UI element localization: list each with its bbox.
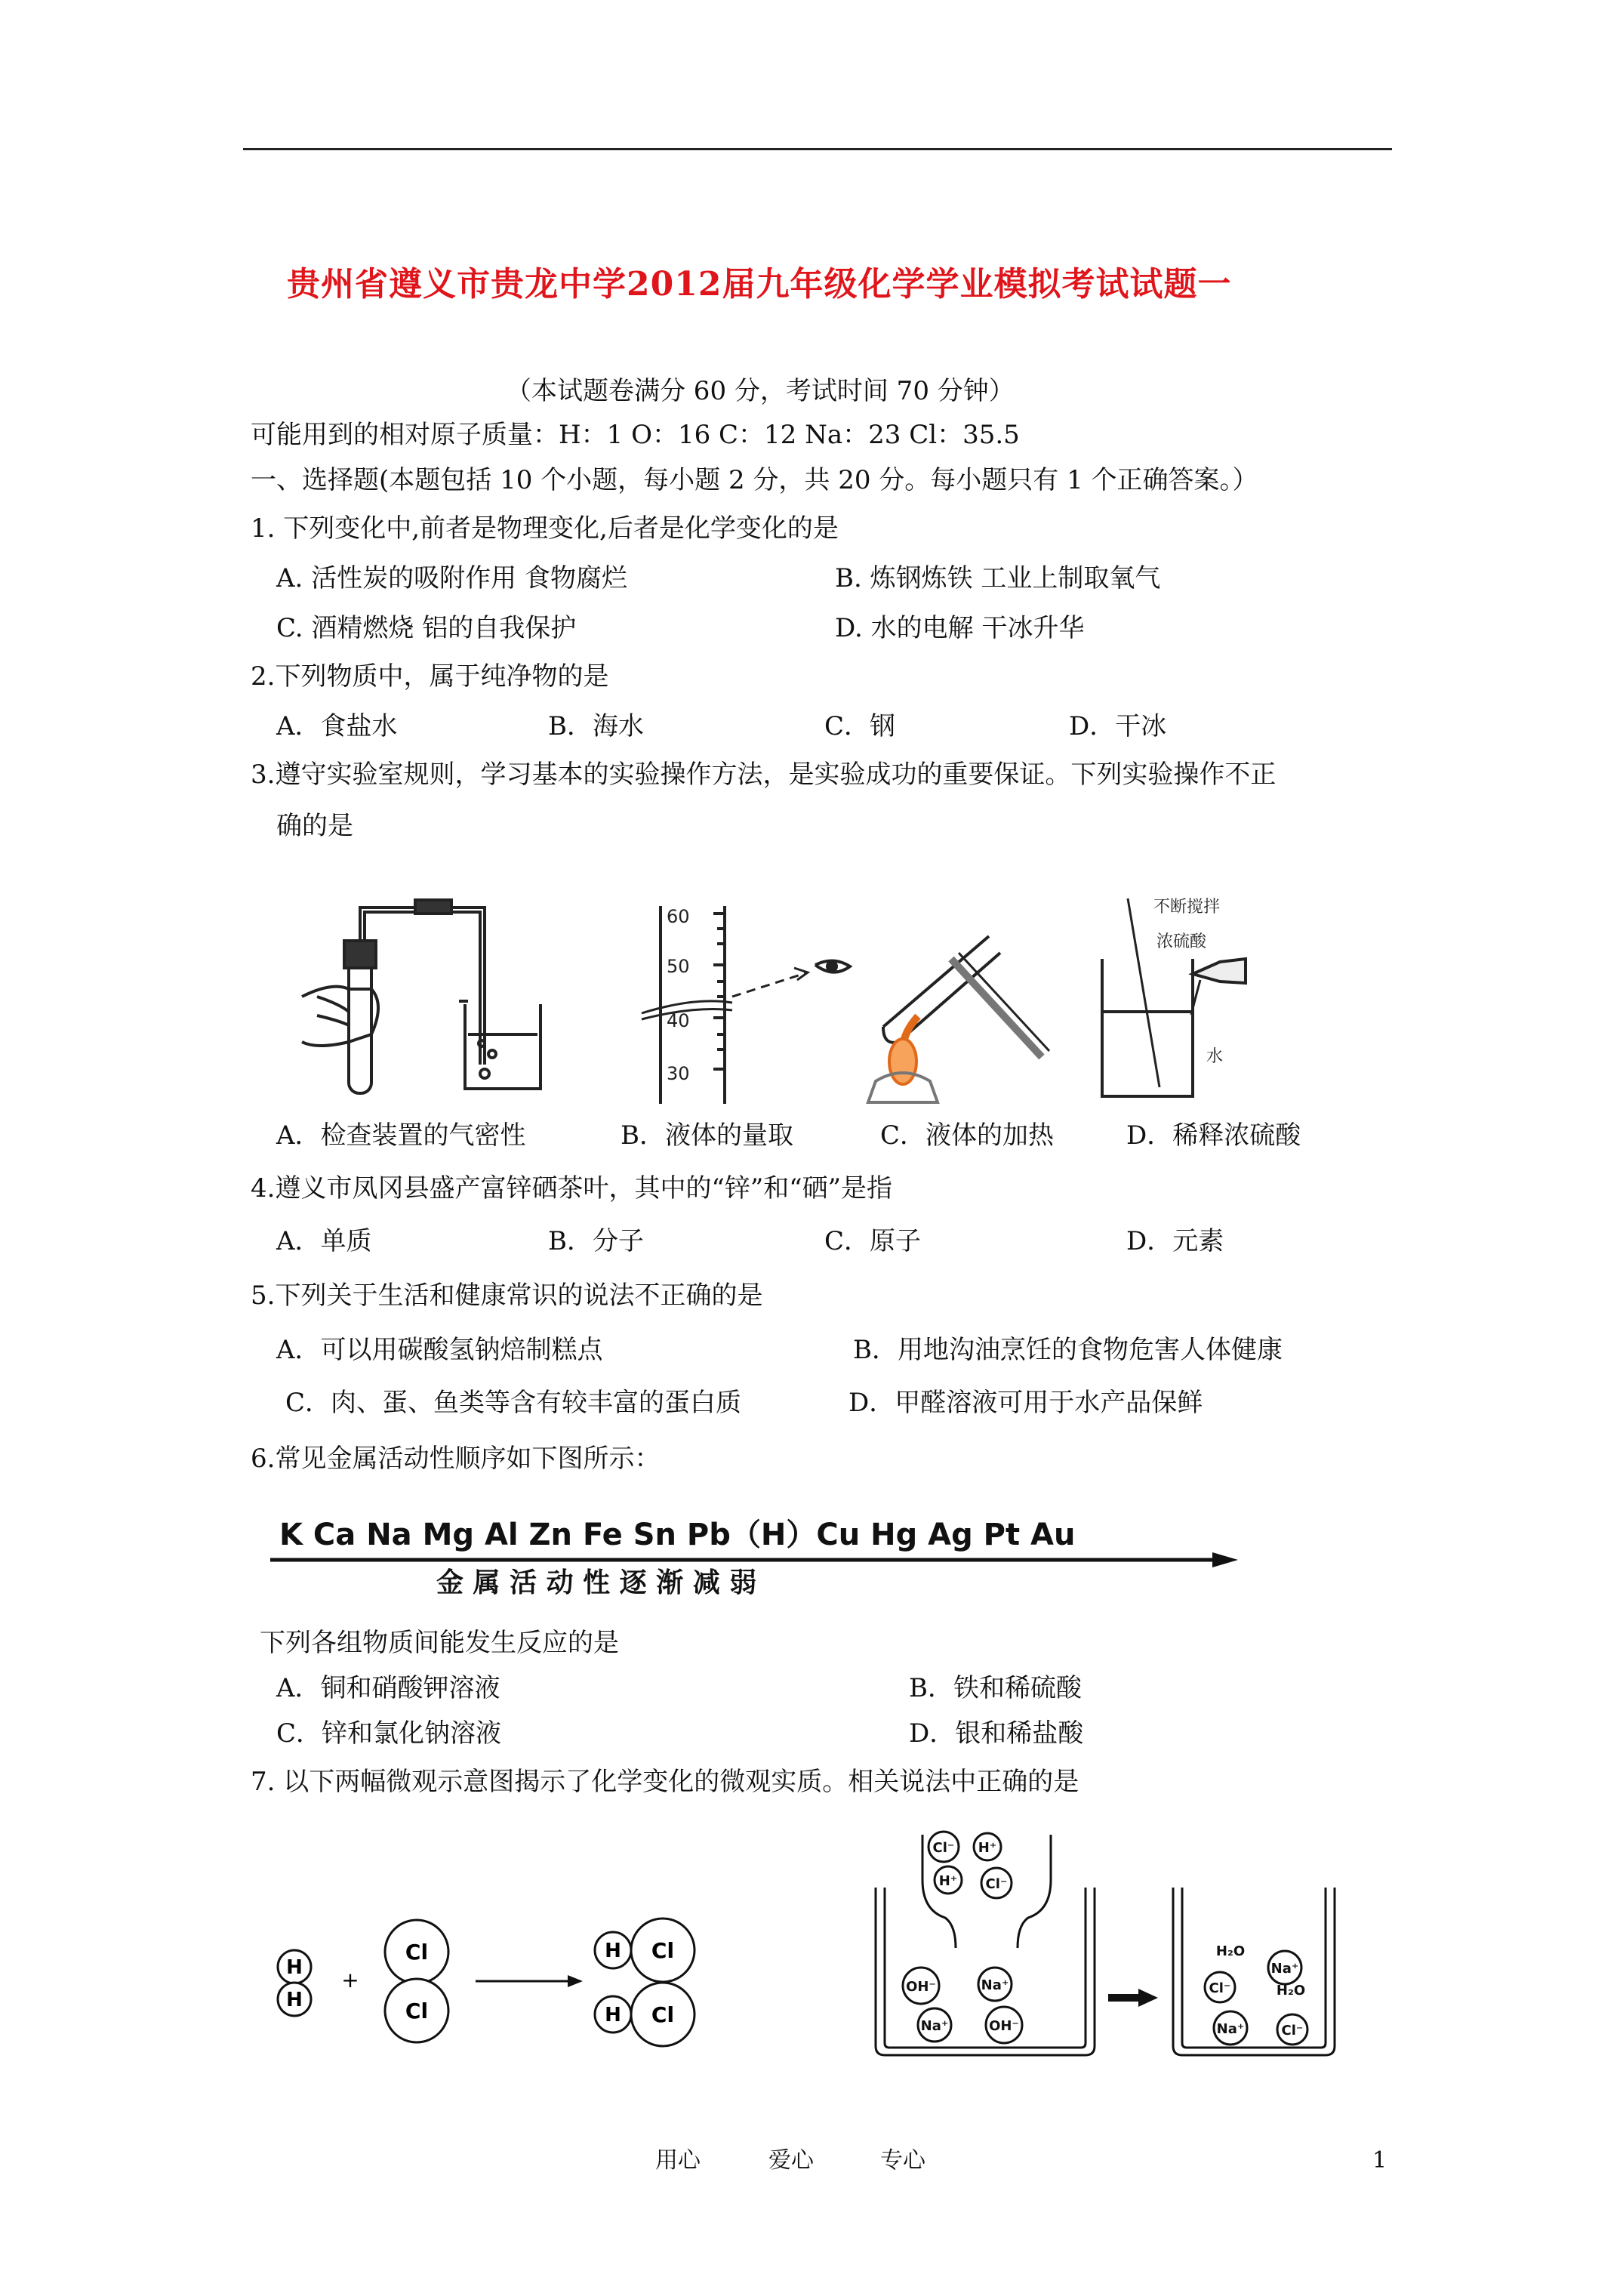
svg-text:Cl: Cl xyxy=(405,1999,429,2023)
svg-text:H: H xyxy=(286,1989,303,2011)
ion-na: Na⁺ xyxy=(1270,1961,1299,1977)
atomic-mass-line: 可能用到的相对原子质量：H：1 O：16 C：12 Na：23 Cl：35.5 xyxy=(251,420,1020,450)
water-label: 水 xyxy=(1206,1047,1224,1066)
q5-stem: 5.下列关于生活和健康常识的说法不正确的是 xyxy=(251,1281,763,1311)
cylinder-mark-60: 60 xyxy=(667,906,690,927)
q6-option-b: B．铁和稀硫酸 xyxy=(909,1673,1082,1703)
q3-stem-line1: 3.遵守实验室规则，学习基本的实验操作方法，是实验成功的重要保证。下列实验操作不正 xyxy=(251,760,1277,790)
q4-option-c: C．原子 xyxy=(824,1226,922,1256)
q5-option-a: A．可以用碳酸氢钠焙制糕点 xyxy=(276,1335,603,1365)
ion-cl: Cl⁻ xyxy=(985,1876,1008,1892)
svg-text:H: H xyxy=(605,1940,621,1962)
ion-cl: Cl⁻ xyxy=(1281,2023,1304,2039)
q3-stem-line2: 确的是 xyxy=(276,811,353,841)
airtightness-check-figure xyxy=(302,900,540,1093)
ion-circles xyxy=(903,1832,1307,2045)
page-number: 1 xyxy=(1372,2147,1387,2174)
footer-motto-2: 爱心 xyxy=(768,2147,814,2174)
q4-option-b: B．分子 xyxy=(548,1226,644,1256)
cylinder-mark-30: 30 xyxy=(667,1063,690,1084)
q4-option-a: A．单质 xyxy=(276,1226,372,1256)
metal-series-text: K Ca Na Mg Al Zn Fe Sn Pb（H）Cu Hg Ag Pt Au xyxy=(279,1518,1076,1552)
stir-label: 不断搅拌 xyxy=(1153,898,1221,917)
q2-stem: 2.下列物质中，属于纯净物的是 xyxy=(251,661,609,692)
q6-stem2: 下列各组物质间能发生反应的是 xyxy=(260,1628,619,1658)
acid-label: 浓硫酸 xyxy=(1156,932,1207,951)
q2-option-d: D．干冰 xyxy=(1069,711,1167,741)
ion-cl: Cl⁻ xyxy=(932,1840,955,1856)
q1-stem: 1. 下列变化中,前者是物理变化,后者是化学变化的是 xyxy=(251,513,839,544)
q2-option-a: A．食盐水 xyxy=(276,711,398,741)
q1-option-d: D. 水的电解 干冰升华 xyxy=(835,613,1085,643)
q2-option-b: B．海水 xyxy=(548,711,644,741)
ion-cl: Cl⁻ xyxy=(1209,1980,1231,1996)
dilute-acid-figure xyxy=(1102,898,1246,1096)
ion-h: H⁺ xyxy=(938,1873,958,1889)
q4-option-d: D．元素 xyxy=(1126,1226,1224,1256)
water-molecule-label: H₂O xyxy=(1276,1983,1306,1999)
q4-stem: 4.遵义市凤冈县盛产富锌硒茶叶，其中的“锌”和“硒”是指 xyxy=(251,1173,892,1203)
page-title: 贵州省遵义市贵龙中学2012届九年级化学学业模拟考试试题一 xyxy=(287,265,1232,304)
svg-text:Cl: Cl xyxy=(651,2002,675,2027)
activity-arrow-label: 金 属 活 动 性 逐 渐 减 弱 xyxy=(436,1567,757,1598)
footer-motto-3: 专心 xyxy=(880,2147,925,2174)
q7-stem: 7. 以下两幅微观示意图揭示了化学变化的微观实质。相关说法中正确的是 xyxy=(251,1767,1079,1797)
q6-option-c: C．锌和氯化钠溶液 xyxy=(276,1718,502,1749)
heating-liquid-figure xyxy=(868,936,1049,1102)
ion-oh: OH⁻ xyxy=(989,2018,1019,2034)
svg-text:Cl: Cl xyxy=(405,1940,429,1965)
q5-option-c: C．肉、蛋、鱼类等含有较丰富的蛋白质 xyxy=(285,1388,742,1418)
footer-motto-1: 用心 xyxy=(655,2147,701,2174)
cylinder-mark-40: 40 xyxy=(667,1010,690,1031)
q3-option-b: B．液体的量取 xyxy=(621,1120,793,1151)
svg-text:H: H xyxy=(286,1956,303,1979)
header-rule xyxy=(243,148,1392,150)
q3-option-a: A．检查装置的气密性 xyxy=(276,1120,526,1151)
cl2-molecule xyxy=(385,1920,448,2042)
activity-arrowhead xyxy=(1212,1552,1238,1567)
hcl-molecules xyxy=(595,1918,694,2046)
ion-na: Na⁺ xyxy=(920,2018,949,2034)
h2-molecule xyxy=(278,1950,311,2016)
exam-info: （本试题卷满分 60 分，考试时间 70 分钟） xyxy=(506,376,1015,406)
metal-activity-series xyxy=(264,1510,1246,1601)
q1-option-b: B. 炼钢炼铁 工业上制取氧气 xyxy=(835,563,1161,593)
q7-micro-diagrams xyxy=(257,1820,1344,2069)
ion-na: Na⁺ xyxy=(981,1977,1009,1993)
cylinder-mark-50: 50 xyxy=(667,956,690,977)
svg-text:Cl: Cl xyxy=(651,1938,675,1963)
q6-option-a: A．铜和硝酸钾溶液 xyxy=(276,1673,500,1703)
q6-option-d: D．银和稀盐酸 xyxy=(909,1718,1084,1749)
q5-option-b: B．用地沟油烹饪的食物危害人体健康 xyxy=(853,1335,1283,1365)
ion-h: H⁺ xyxy=(978,1840,997,1856)
q3-lab-figures xyxy=(287,883,1321,1110)
q1-option-c: C. 酒精燃烧 铝的自我保护 xyxy=(276,613,577,643)
beaker-after xyxy=(1173,1888,1335,2055)
q3-option-c: C．液体的加热 xyxy=(880,1120,1055,1151)
q5-option-d: D．甲醛溶液可用于水产品保鲜 xyxy=(848,1388,1203,1418)
q2-option-c: C．钢 xyxy=(824,711,896,741)
water-molecule-label: H₂O xyxy=(1215,1943,1246,1959)
q6-stem: 6.常见金属活动性顺序如下图所示： xyxy=(251,1444,661,1474)
q1-option-a: A. 活性炭的吸附作用 食物腐烂 xyxy=(276,563,627,593)
plus-sign: + xyxy=(341,1968,359,1992)
ion-oh: OH⁻ xyxy=(906,1979,936,1995)
q3-option-d: D．稀释浓硫酸 xyxy=(1126,1120,1301,1151)
section-heading: 一、选择题(本题包括 10 个小题，每小题 2 分，共 20 分。每小题只有 1 个正确答案。） xyxy=(251,465,1258,495)
svg-text:H: H xyxy=(605,2004,621,2026)
ion-na: Na⁺ xyxy=(1216,2021,1245,2037)
